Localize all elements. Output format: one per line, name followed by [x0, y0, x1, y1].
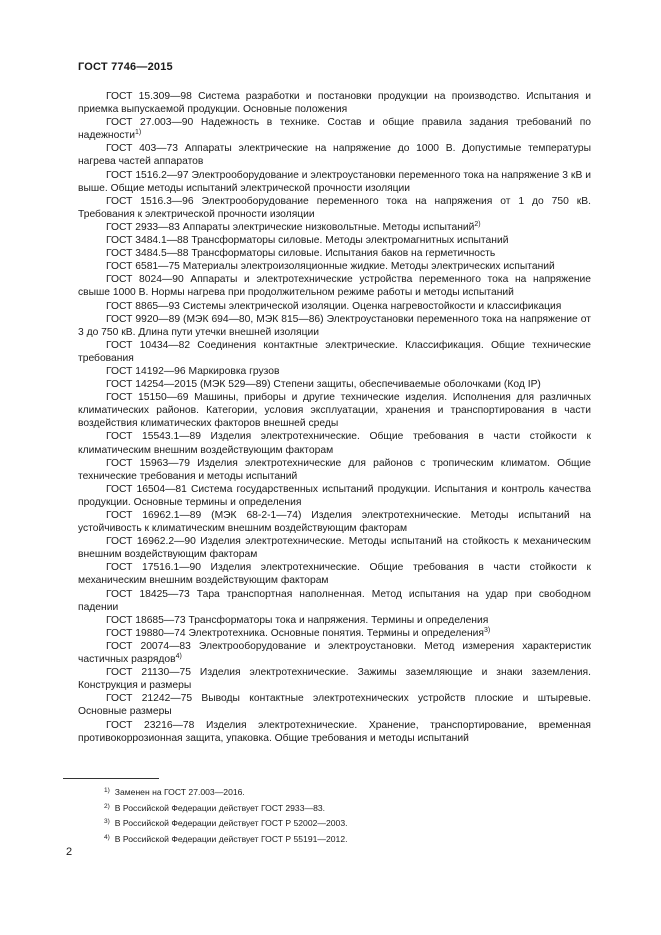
reference-item: ГОСТ 1516.3—96 Электрооборудование переменного тока на напряжения от 1 до 750 кВ. Требования к электрической прочности изоляции [78, 195, 591, 220]
reference-item: ГОСТ 20074—83 Электрооборудование и электроустановки. Метод измерения характеристик частичных разрядов$^{4)}$ [78, 640, 591, 666]
reference-item: ГОСТ 16962.1—89 (МЭК 68-2-1—74) Изделия электротехнические. Методы испытаний на устойчивость к климатическим внешним воздействующим факторам [78, 510, 591, 535]
reference-item: ГОСТ 18425—73 Тара транспортная наполненная. Метод испытания на удар при свободном падении [78, 588, 591, 613]
page-number: 2 [66, 846, 73, 858]
reference-item: ГОСТ 17516.1—90 Изделия электротехнические. Общие требования в части стойкости к механическим внешним воздействующим факторам [78, 562, 591, 587]
reference-item: ГОСТ 27.003—90 Надежность в технике. Состав и общие правила задания требований по надежности$^{1)}$ [78, 117, 591, 142]
reference-item: ГОСТ 3484.1—88 Трансформаторы силовые. Методы электромагнитных испытаний [106, 235, 509, 247]
footnotes [104, 785, 584, 847]
footnote: $^{2)}$ В Российской Федерации действует ГОСТ 2933—83. [104, 802, 326, 813]
reference-item: ГОСТ 16962.2—90 Изделия электротехнические. Методы испытаний на стойкость к механическим внешним воздействующим факторам [78, 536, 591, 561]
normative-references-list [78, 90, 591, 745]
footnote: $^{1)}$ Заменен на ГОСТ 27.003—2016. [104, 787, 245, 797]
reference-item: ГОСТ 18685—73 Трансформаторы тока и напряжения. Термины и определения [106, 614, 489, 626]
reference-item: ГОСТ 9920—89 (МЭК 694—80, МЭК 815—86) Электроустановки переменного тока на напряжение от 3 до 750 кВ. Длина пути утечки внешней изоляции [78, 313, 591, 338]
reference-item: ГОСТ 1516.2—97 Электрооборудование и электроустановки переменного тока на напряжение 3 кВ и выше. Общие методы испытаний электрической прочности изоляции [78, 169, 591, 194]
reference-item: ГОСТ 14192—96 Маркировка грузов [106, 365, 280, 377]
reference-item: ГОСТ 14254—2015 (МЭК 529—89) Степени защиты, обеспечиваемые оболочками (Код IP) [106, 379, 541, 391]
reference-item: ГОСТ 21130—75 Изделия электротехнические. Зажимы заземляющие и знаки заземления. Конструкция и размеры [78, 667, 591, 692]
reference-item: ГОСТ 23216—78 Изделия электротехнические. Хранение, транспортирование, временная противокоррозионная защита, упаковка. Общие требования и методы испытаний [78, 719, 591, 744]
reference-item: ГОСТ 21242—75 Выводы контактные электротехнических устройств плоские и штыревые. Основные размеры [78, 693, 591, 718]
reference-item: ГОСТ 15150—69 Машины, приборы и другие технические изделия. Исполнения для различных климатических районов. Категории, условия эксплуатации, хранения и транспортирования в части воздействия климатических факторов внешней среды [78, 392, 591, 430]
reference-item: ГОСТ 8024—90 Аппараты и электротехнические устройства переменного тока на напряжение свыше 1000 В. Нормы нагрева при продолжительном режиме работы и методы испытаний [78, 274, 591, 299]
page-header: ГОСТ 7746—2015 [78, 61, 173, 73]
reference-item: ГОСТ 15543.1—89 Изделия электротехнические. Общие требования в части стойкости к климатическим внешним воздействующим факторам [78, 431, 591, 456]
reference-item: ГОСТ 19880—74 Электротехника. Основные понятия. Термины и определения$^{3)}$ [106, 626, 491, 639]
footnote: $^{4)}$ В Российской Федерации действует ГОСТ Р 55191—2012. [104, 833, 348, 844]
reference-item: ГОСТ 403—73 Аппараты электрические на напряжение до 1000 В. Допустимые температуры нагрева частей аппаратов [78, 143, 591, 168]
footnote-divider [63, 778, 159, 779]
reference-item: ГОСТ 15963—79 Изделия электротехнические для районов с тропическим климатом. Общие технические требования и методы испытаний [78, 457, 591, 482]
reference-item: ГОСТ 8865—93 Системы электрической изоляции. Оценка нагревостойкости и классификация [106, 300, 562, 312]
reference-item: ГОСТ 16504—81 Система государственных испытаний продукции. Испытания и контроль качества продукции. Основные термины и определения [78, 483, 591, 508]
reference-item: ГОСТ 6581—75 Материалы электроизоляционные жидкие. Методы электрических испытаний [106, 261, 555, 273]
reference-item: ГОСТ 10434—82 Соединения контактные электрические. Классификация. Общие технические требования [78, 339, 591, 364]
reference-item: ГОСТ 3484.5—88 Трансформаторы силовые. Испытания баков на герметичность [106, 248, 496, 260]
footnote: $^{3)}$ В Российской Федерации действует ГОСТ Р 52002—2003. [104, 818, 348, 829]
reference-item: ГОСТ 2933—83 Аппараты электрические низковольтные. Методы испытаний$^{2)}$ [106, 220, 481, 233]
reference-item: ГОСТ 15.309—98 Система разработки и постановки продукции на производство. Испытания и приемка выпускаемой продукции. Основные положения [78, 91, 591, 116]
